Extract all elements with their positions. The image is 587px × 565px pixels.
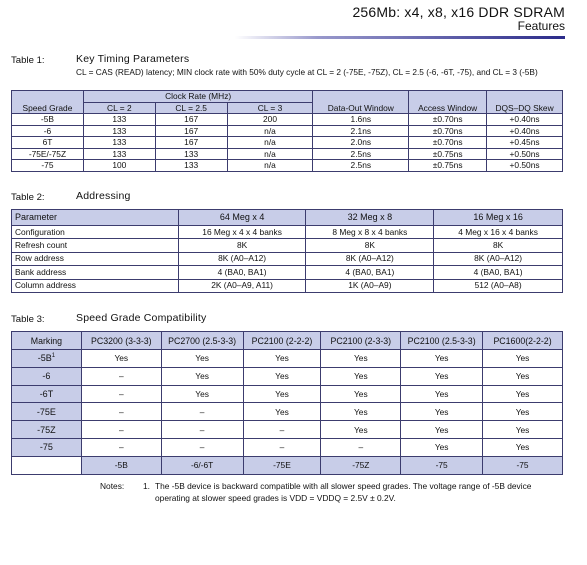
table-cell: 8K (A0–A12) (434, 252, 563, 265)
table-cell: – (81, 367, 161, 385)
column-header: 16 Meg x 16 (434, 210, 563, 226)
table-cell: 8K (306, 239, 434, 252)
table-cell: Yes (321, 350, 401, 368)
table-cell: 1.6ns (313, 114, 409, 126)
marking-label: -75 (39, 442, 53, 453)
parameter-cell: Column address (12, 279, 179, 292)
table-cell: – (243, 438, 321, 456)
table-cell: Yes (483, 367, 563, 385)
footer-cell: -75 (483, 456, 563, 474)
table-cell: ±0.70ns (409, 114, 487, 126)
table-cell: +0.40ns (487, 114, 563, 126)
table-cell: 133 (83, 125, 155, 137)
table-cell: 167 (155, 137, 227, 149)
marking-cell (12, 421, 82, 439)
addressing-table (11, 209, 563, 293)
table-cell: 133 (83, 148, 155, 160)
speed-grade-compatibility-table (11, 331, 563, 475)
table-cell: 4 (BA0, BA1) (434, 266, 563, 279)
table-cell: ±0.70ns (409, 137, 487, 149)
marking-label: -6T (39, 388, 54, 399)
table-cell: Yes (243, 403, 321, 421)
table-cell: 167 (155, 125, 227, 137)
header-rule (235, 36, 565, 39)
document-title: 256Mb: x4, x8, x16 DDR SDRAM (352, 4, 565, 20)
marking-header: Marking (12, 332, 82, 350)
table-cell: 8K (A0–A12) (306, 252, 434, 265)
table-cell: Yes (243, 385, 321, 403)
col-cl25: CL = 2.5 (155, 102, 227, 114)
table-row (12, 403, 563, 421)
table-cell: 133 (83, 137, 155, 149)
document-subtitle: Features (517, 19, 565, 33)
table-row (12, 385, 563, 403)
table-cell: Yes (401, 421, 483, 439)
table-cell: 16 Meg x 4 x 4 banks (178, 226, 306, 239)
table-cell: Yes (401, 367, 483, 385)
column-header: 32 Meg x 8 (306, 210, 434, 226)
col-data-out-window: Data-Out Window (313, 91, 409, 114)
speed-grade-cell: -75 (12, 160, 84, 172)
marking-cell (12, 385, 82, 403)
col-access-window: Access Window (409, 91, 487, 114)
table-row (12, 421, 563, 439)
table-row (12, 367, 563, 385)
table1-caption: CL = CAS (READ) latency; MIN clock rate with 50% duty cycle at CL = 2 (-75E, -75Z), CL = 2.5 (-6, -6T, -75), and CL = 3 (-5B) (76, 67, 538, 77)
table-cell: Yes (483, 403, 563, 421)
table-cell: – (81, 385, 161, 403)
speed-grade-cell: 6T (12, 137, 84, 149)
table-cell: 133 (83, 114, 155, 126)
footer-cell: -75Z (321, 456, 401, 474)
column-header: PC2100 (2.5-3-3) (401, 332, 483, 350)
table-cell: – (243, 421, 321, 439)
table-cell: Yes (483, 350, 563, 368)
table-cell: – (161, 403, 243, 421)
table-cell: Yes (401, 403, 483, 421)
marking-cell (12, 367, 82, 385)
table-cell: ±0.75ns (409, 148, 487, 160)
table2-title: Addressing (76, 190, 131, 202)
table-cell: Yes (161, 367, 243, 385)
footer-cell: -75E (243, 456, 321, 474)
table-cell: +0.50ns (487, 160, 563, 172)
marking-label: -75E (36, 406, 56, 417)
table-cell: 2K (A0–A9, A11) (178, 279, 306, 292)
column-header: Parameter (12, 210, 179, 226)
table-cell: Yes (81, 350, 161, 368)
table-row (12, 438, 563, 456)
table-cell: 2.5ns (313, 160, 409, 172)
table-cell: 167 (155, 114, 227, 126)
table-cell: Yes (161, 385, 243, 403)
table-cell: Yes (161, 350, 243, 368)
table-cell: Yes (321, 385, 401, 403)
table1-label: Table 1: (11, 55, 45, 66)
table-cell: Yes (243, 367, 321, 385)
table-cell: Yes (243, 350, 321, 368)
col-dqs-dq-skew: DQS–DQ Skew (487, 91, 563, 114)
footer-row (12, 456, 563, 474)
column-header: PC2100 (2-3-3) (321, 332, 401, 350)
column-header: PC2100 (2-2-2) (243, 332, 321, 350)
footnote-ref: 1 (51, 353, 56, 360)
col-cl2: CL = 2 (83, 102, 155, 114)
table-row (12, 114, 563, 126)
parameter-cell: Configuration (12, 226, 179, 239)
key-timing-table (11, 90, 563, 172)
table2-label: Table 2: (11, 192, 45, 203)
table-cell: Yes (483, 385, 563, 403)
table-cell: n/a (227, 160, 313, 172)
table-cell: Yes (321, 367, 401, 385)
marking-cell (12, 350, 82, 368)
footer-cell: -75 (401, 456, 483, 474)
table-cell: – (81, 403, 161, 421)
footer-cell: -5B (81, 456, 161, 474)
table-cell: 4 (BA0, BA1) (306, 266, 434, 279)
table-cell: 1K (A0–A9) (306, 279, 434, 292)
table-cell: 2.0ns (313, 137, 409, 149)
table-cell: +0.45ns (487, 137, 563, 149)
parameter-cell: Bank address (12, 266, 179, 279)
marking-label: -75Z (37, 424, 56, 435)
table-cell: n/a (227, 148, 313, 160)
table-cell: n/a (227, 137, 313, 149)
col-clock-rate: Clock Rate (MHz) (83, 91, 312, 103)
table-cell: 133 (155, 160, 227, 172)
table-cell: – (81, 421, 161, 439)
note-text: The -5B device is backward compatible with all slower speed grades. The voltage range of -5B device operating at slower speed grades is VDD = VDDQ = 2.5V ± 0.2V. (155, 481, 532, 503)
table1-title: Key Timing Parameters (76, 53, 190, 65)
table-cell: 2.1ns (313, 125, 409, 137)
table-row (12, 266, 563, 279)
table-cell: 100 (83, 160, 155, 172)
table-cell: – (321, 438, 401, 456)
footer-blank (12, 456, 82, 474)
table-cell: 2.5ns (313, 148, 409, 160)
marking-label: -5B (37, 353, 52, 364)
table-row (12, 226, 563, 239)
notes-label: Notes: (100, 481, 125, 491)
parameter-cell: Refresh count (12, 239, 179, 252)
table-cell: – (81, 438, 161, 456)
col-speed-grade: Speed Grade (12, 91, 84, 114)
col-cl3: CL = 3 (227, 102, 313, 114)
table-row (12, 148, 563, 160)
table-cell: 133 (155, 148, 227, 160)
table-cell: 4 Meg x 16 x 4 banks (434, 226, 563, 239)
table-cell: Yes (483, 438, 563, 456)
marking-label: -6 (42, 371, 51, 382)
table-cell: 512 (A0–A8) (434, 279, 563, 292)
table-cell: ±0.70ns (409, 125, 487, 137)
table-row (12, 137, 563, 149)
note-number: 1. (143, 481, 150, 491)
table-cell: n/a (227, 125, 313, 137)
speed-grade-cell: -75E/-75Z (12, 148, 84, 160)
column-header: PC2700 (2.5-3-3) (161, 332, 243, 350)
table-cell: Yes (321, 421, 401, 439)
table-cell: Yes (401, 350, 483, 368)
table-cell: 8K (434, 239, 563, 252)
marking-cell (12, 403, 82, 421)
table-row (12, 350, 563, 368)
table-row (12, 160, 563, 172)
column-header: PC1600(2-2-2) (483, 332, 563, 350)
column-header: PC3200 (3-3-3) (81, 332, 161, 350)
table-cell: 8 Meg x 8 x 4 banks (306, 226, 434, 239)
table-cell: Yes (321, 403, 401, 421)
table-cell: +0.50ns (487, 148, 563, 160)
speed-grade-cell: -5B (12, 114, 84, 126)
table3-label: Table 3: (11, 314, 45, 325)
table-cell: – (161, 421, 243, 439)
footer-cell: -6/-6T (161, 456, 243, 474)
parameter-cell: Row address (12, 252, 179, 265)
table-cell: – (161, 438, 243, 456)
table-row (12, 252, 563, 265)
table-row (12, 279, 563, 292)
table-cell: +0.40ns (487, 125, 563, 137)
table-cell: Yes (483, 421, 563, 439)
table-cell: 8K (178, 239, 306, 252)
table-row (12, 239, 563, 252)
table-cell: Yes (401, 438, 483, 456)
marking-cell (12, 438, 82, 456)
speed-grade-cell: -6 (12, 125, 84, 137)
table-cell: ±0.75ns (409, 160, 487, 172)
table3-title: Speed Grade Compatibility (76, 312, 207, 324)
table-cell: 8K (A0–A12) (178, 252, 306, 265)
column-header: 64 Meg x 4 (178, 210, 306, 226)
table-cell: Yes (401, 385, 483, 403)
table-cell: 200 (227, 114, 313, 126)
table-row (12, 125, 563, 137)
table-cell: 4 (BA0, BA1) (178, 266, 306, 279)
